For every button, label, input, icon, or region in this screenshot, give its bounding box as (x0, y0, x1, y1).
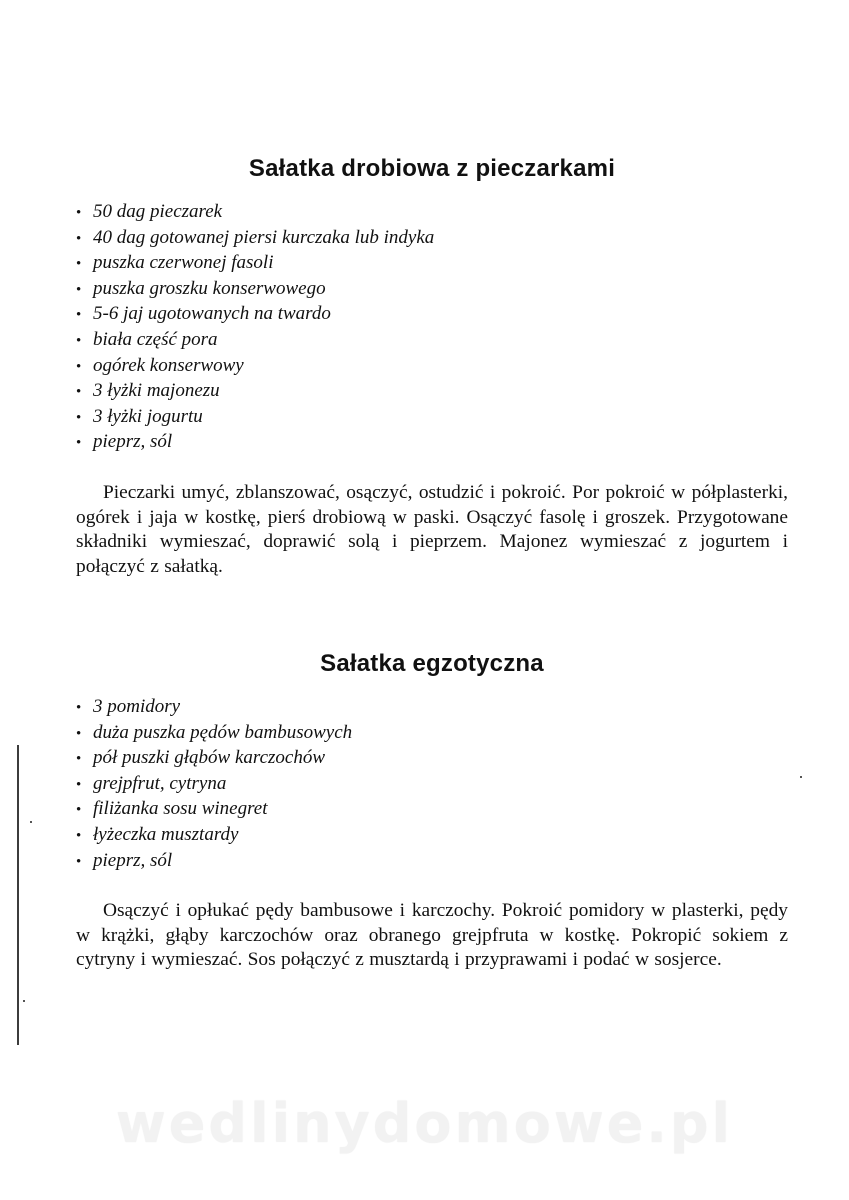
ingredient-item (76, 721, 788, 747)
ingredient-text: pieprz, sól (93, 431, 173, 453)
ingredient-item (76, 772, 788, 798)
ingredient-item (76, 200, 788, 226)
ingredient-text: biała część pora (93, 328, 218, 350)
ingredient-item (76, 405, 788, 431)
ingredient-text: 3 pomidory (93, 696, 181, 717)
ingredient-item (76, 430, 788, 456)
watermark: wedlinydomowe.pl (115, 1092, 734, 1155)
bullet-icon: • (76, 827, 82, 844)
ingredient-item (76, 251, 788, 277)
ingredient-list (76, 200, 788, 456)
ingredient-item (76, 354, 788, 380)
ingredient-item (76, 328, 788, 354)
bullet-icon: • (76, 409, 82, 426)
ingredient-item (76, 695, 788, 721)
bullet-icon: • (76, 776, 82, 793)
bullet-icon: • (76, 435, 82, 452)
bullet-icon: • (76, 205, 82, 221)
ingredient-item (76, 797, 788, 823)
bullet-icon: • (76, 281, 82, 298)
ingredient-text: pieprz, sól (93, 849, 173, 871)
scan-speck (23, 1000, 25, 1002)
ingredient-text: 40 dag gotowanej piersi kurczaka lub indyka (93, 226, 435, 248)
ingredient-text: 5-6 jaj ugotowanych na twardo (93, 303, 331, 325)
bullet-icon: • (76, 230, 82, 247)
recipe-salatka-egzotyczna (76, 647, 788, 973)
bullet-icon: • (76, 256, 82, 273)
ingredient-text: puszka groszku konserwowego (93, 277, 326, 299)
ingredient-item (76, 277, 788, 303)
ingredient-item (76, 226, 788, 252)
ingredient-text: 3 łyżki majonezu (93, 380, 220, 402)
ingredient-text: 3 łyżki jogurtu (93, 405, 203, 427)
bullet-icon: • (76, 332, 82, 349)
bullet-icon: • (76, 307, 82, 324)
bullet-icon: • (76, 358, 82, 375)
recipe-salatka-drobiowa (76, 152, 788, 579)
ingredient-item (76, 379, 788, 405)
recipe-title: Sałatka drobiowa z pieczarkami (248, 155, 616, 182)
ingredient-text: łyżeczka musztardy (93, 823, 239, 845)
bullet-icon: • (76, 751, 82, 768)
scan-speck (800, 776, 802, 778)
recipe-method: Osączyć i opłukać pędy bambusowe i karczochy. Pokroić pomidory w plasterki, pędy w krążki, głąby karczochów oraz obranego grejpfruta w kostkę. Pokropić sokiem z cytryny i wymieszać. Sos połączyć z musztardą i przyprawami i podać w sosjerce. (76, 900, 788, 971)
ingredient-list (76, 695, 788, 874)
bullet-icon: • (76, 853, 82, 870)
scan-edge-line (17, 745, 19, 1045)
ingredient-item (76, 746, 788, 772)
ingredient-text: puszka czerwonej fasoli (93, 252, 274, 274)
ingredient-text: ogórek konserwowy (93, 354, 244, 376)
recipe-title: Sałatka egzotyczna (320, 650, 544, 677)
scan-speck (30, 821, 32, 823)
recipe-method: Pieczarki umyć, zblanszować, osączyć, ostudzić i pokroić. Por pokroić w półplasterki, ogórek i jaja w kostkę, pierś drobiową w paski. Osączyć fasolę i groszek. Przygotowane składniki wymieszać, doprawić solą i pieprzem. Majonez wymieszać z jogurtem i połączyć z sałatką. (76, 481, 788, 577)
bullet-icon: • (76, 384, 82, 401)
bullet-icon: • (76, 700, 82, 716)
bullet-icon: • (76, 802, 82, 819)
bullet-icon: • (76, 725, 82, 742)
ingredient-item (76, 823, 788, 849)
ingredient-text: grejpfrut, cytryna (93, 772, 227, 794)
ingredient-text: pół puszki głąbów karczochów (93, 747, 326, 769)
ingredient-item (76, 302, 788, 328)
ingredient-text: filiżanka sosu winegret (93, 798, 268, 820)
ingredient-text: 50 dag pieczarek (93, 201, 223, 222)
ingredient-item (76, 849, 788, 875)
ingredient-text: duża puszka pędów bambusowych (93, 721, 353, 743)
